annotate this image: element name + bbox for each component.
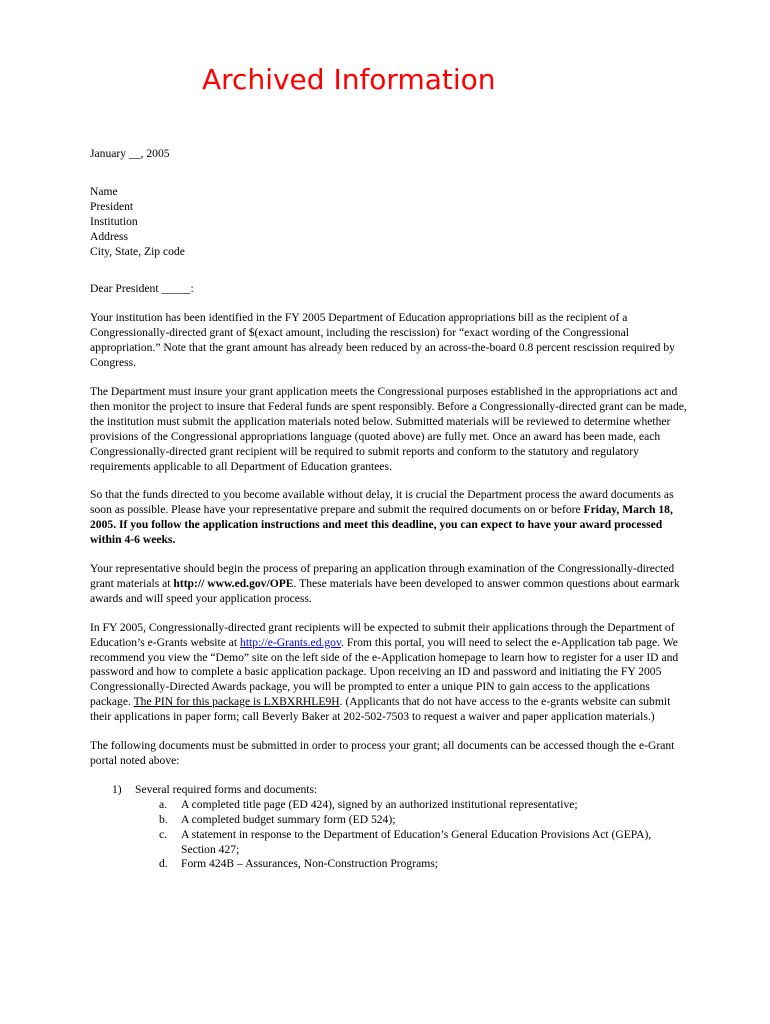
address-street: Address <box>90 229 128 243</box>
pin-text: The PIN for this package is LXBXRHLE9H <box>133 695 340 709</box>
paragraph-deadline <box>90 488 688 548</box>
address-institution: Institution <box>90 214 138 228</box>
list-number: 1) <box>112 782 122 796</box>
address-title: President <box>90 199 134 213</box>
list-label: Several required forms and documents: <box>135 782 318 796</box>
egrants-text-b: . From this portal, you will need to select the e-Application tab page. We recommend you view the “Demo” site on the left side of the e-Application homepage to learn how to register for a user ID and password and how to complete a basic application package. Upon receiving an ID and password and initiating the FY 2005 Congressionally-Directed Awards package, you will be prompted to enter a unique PIN to gain access to the applications package. <box>90 635 679 709</box>
sub-item-letter: b. <box>159 812 168 826</box>
materials-text-a: Your representative should begin the process of preparing an application through examination of the Congressionally-directed grant materials at <box>90 562 675 590</box>
materials-text-c: . These materials have been developed to answer common questions about earmark awards and will speed your application process. <box>90 576 680 605</box>
sub-list-item <box>90 813 688 828</box>
paragraph-egrants <box>90 621 688 725</box>
sub-item-letter: c. <box>159 827 168 841</box>
archived-banner: Archived Information <box>202 63 496 96</box>
sub-item-text: A completed budget summary form (ED 524); <box>181 812 396 826</box>
sub-list-item <box>90 798 688 813</box>
ope-url: http:// www.ed.gov/OPE <box>173 576 294 590</box>
paragraph-requirements: The Department must insure your grant application meets the Congressional purposes established in the appropriations act and then monitor the project to insure that Federal funds are spent responsibly. Before a Congressionally-directed grant can be made, the institution must submit the application materials noted below. Submitted materials will be reviewed to determine whether provisions of the Congressional appropriations language (quoted above) are fully met. Once an award has been made, each Congressionally-directed grant recipient will be required to submit reports and conform to the statutory and regulatory requirements applicable to all Department of Education grantees. <box>90 384 687 473</box>
sub-item-text: A completed title page (ED 424), signed by an authorized institutional representative; <box>181 797 578 811</box>
egrants-link[interactable]: http://e-Grants.ed.gov <box>240 635 342 649</box>
salutation: Dear President _____: <box>90 282 194 296</box>
egrants-text-c: . (Applicants that do not have access to the e-grants website can submit their applications in paper form; call Beverly Baker at 202-502-7503 to request a waiver and paper application materials.) <box>90 695 671 724</box>
paragraph-materials <box>90 562 688 607</box>
egrants-text-a: In FY 2005, Congressionally-directed grant recipients will be expected to submit their applications through the Department of Education’s e-Grants website at <box>90 620 675 649</box>
sub-item-text: A statement in response to the Department of Education’s General Education Provisions Act (GEPA), Section 427; <box>181 827 652 856</box>
sub-item-letter: d. <box>159 857 168 871</box>
sub-list-item <box>90 828 688 858</box>
documents-list <box>90 783 688 872</box>
paragraph-identification: Your institution has been identified in the FY 2005 Department of Education appropriations bill as the recipient of a Congressionally-directed grant of $(exact amount, including the rescission) for “exact wording of the Congressional appropriation.” Note that the grant amount has already been reduced by an across-the-board 0.8 percent rescission required by Congress. <box>90 311 675 370</box>
deadline-bold: Friday, March 18, 2005. If you follow the application instructions and meet this deadline, you can expect to have your award processed within 4-6 weeks. <box>90 503 673 547</box>
list-item <box>90 783 688 798</box>
address-name: Name <box>90 184 118 198</box>
address-city: City, State, Zip code <box>90 244 185 258</box>
sub-item-text: Form 424B – Assurances, Non-Construction Programs; <box>181 857 438 871</box>
paragraph-documents: The following documents must be submitted in order to process your grant; all documents can be accessed though the e-Grant portal noted above: <box>90 739 675 767</box>
address-block <box>90 185 688 260</box>
letter-date: January __, 2005 <box>90 147 170 160</box>
letter-body <box>90 147 688 872</box>
sub-item-letter: a. <box>159 797 168 811</box>
deadline-text: So that the funds directed to you become available without delay, it is crucial the Department process the award documents as soon as possible. Please have your representative prepare and submit the required documents on or before <box>90 488 674 517</box>
sub-list-item <box>90 857 688 872</box>
